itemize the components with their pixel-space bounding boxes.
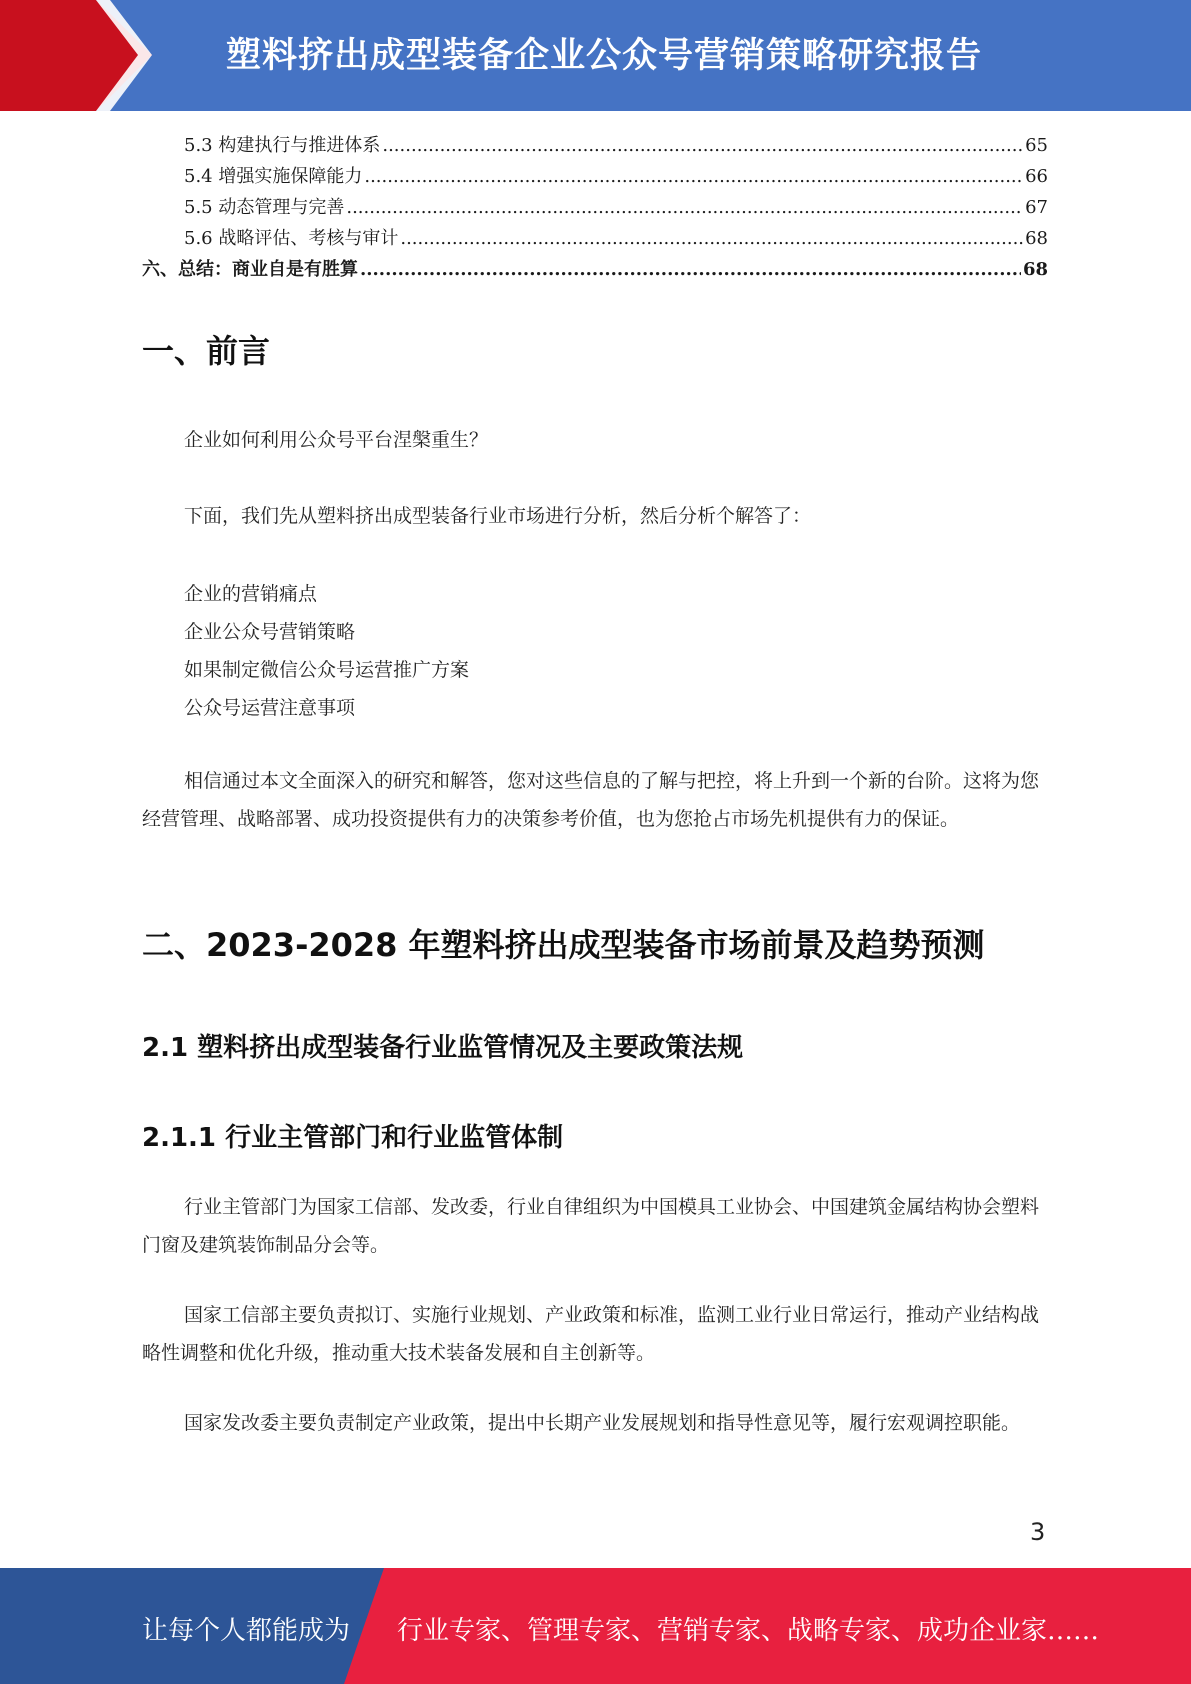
footer-slogan-left: 让每个人都能成为: [142, 1616, 351, 1646]
list-item: 如果制定微信公众号运营推广方案: [184, 659, 470, 681]
toc-entry[interactable]: [142, 254, 1048, 285]
toc-leader-dots: [346, 192, 1023, 223]
toc-entry-page: 68: [1025, 228, 1048, 249]
page-header: [0, 0, 1191, 111]
report-title: 塑料挤出成型装备企业公众号营销策略研究报告: [226, 36, 983, 76]
toc-entry-label: 5.6 战略评估、考核与审计: [184, 228, 399, 249]
toc-entry-page: 66: [1025, 166, 1048, 187]
paragraph: 国家发改委主要负责制定产业政策，提出中长期产业发展规划和指导性意见等，履行宏观调控职能。: [184, 1412, 1021, 1434]
paragraph: 相信通过本文全面深入的研究和解答，您对这些信息的了解与把控，将上升到一个新的台阶。这将为您经营管理、战略部署、成功投资提供有力的决策参考价值，也为您抢占市场先机提供有力的保证。: [142, 770, 1040, 830]
page-number: 3: [1030, 1518, 1046, 1546]
paragraph: 企业如何利用公众号平台涅槃重生？: [184, 429, 489, 451]
header-red-arrow: [0, 0, 152, 111]
list-item: 公众号运营注意事项: [184, 697, 356, 719]
toc-entry-label: 5.5 动态管理与完善: [184, 197, 345, 218]
toc-leader-dots: [382, 130, 1023, 161]
toc-leader-dots: [400, 223, 1023, 254]
toc-entry-page: 67: [1025, 197, 1048, 218]
list-item: 企业的营销痛点: [184, 583, 318, 605]
toc-entry[interactable]: [142, 161, 1048, 192]
toc-entry-page: 65: [1025, 135, 1048, 156]
list-item: 企业公众号营销策略: [184, 621, 356, 643]
section-heading: 一、前言: [142, 332, 271, 370]
toc-leader-dots: [364, 161, 1023, 192]
page-footer: [0, 1568, 1191, 1684]
toc-leader-dots: [360, 254, 1021, 285]
subsection-heading: 2.1 塑料挤出成型装备行业监管情况及主要政策法规: [142, 1033, 744, 1063]
table-of-contents: [142, 130, 1048, 285]
paragraph: 行业主管部门为国家工信部、发改委，行业自律组织为中国模具工业协会、中国建筑金属结构协会塑料门窗及建筑装饰制品分会等。: [142, 1196, 1040, 1256]
toc-entry[interactable]: [142, 130, 1048, 161]
toc-entry-label: 5.4 增强实施保障能力: [184, 166, 363, 187]
section-heading: 二、2023-2028 年塑料挤出成型装备市场前景及趋势预测: [142, 926, 985, 964]
toc-entry-label: 六、总结：商业自是有胜算: [142, 259, 358, 280]
toc-entry-page: 68: [1022, 259, 1048, 280]
toc-entry[interactable]: [142, 223, 1048, 254]
footer-slogan-right: 行业专家、管理专家、营销专家、战略专家、成功企业家……: [397, 1616, 1100, 1646]
subsection-heading: 2.1.1 行业主管部门和行业监管体制: [142, 1123, 564, 1153]
paragraph: 下面，我们先从塑料挤出成型装备行业市场进行分析，然后分析个解答了：: [184, 505, 812, 527]
paragraph: 国家工信部主要负责拟订、实施行业规划、产业政策和标准，监测工业行业日常运行，推动产业结构战略性调整和优化升级，推动重大技术装备发展和自主创新等。: [142, 1304, 1040, 1364]
toc-entry-label: 5.3 构建执行与推进体系: [184, 135, 381, 156]
toc-entry[interactable]: [142, 192, 1048, 223]
